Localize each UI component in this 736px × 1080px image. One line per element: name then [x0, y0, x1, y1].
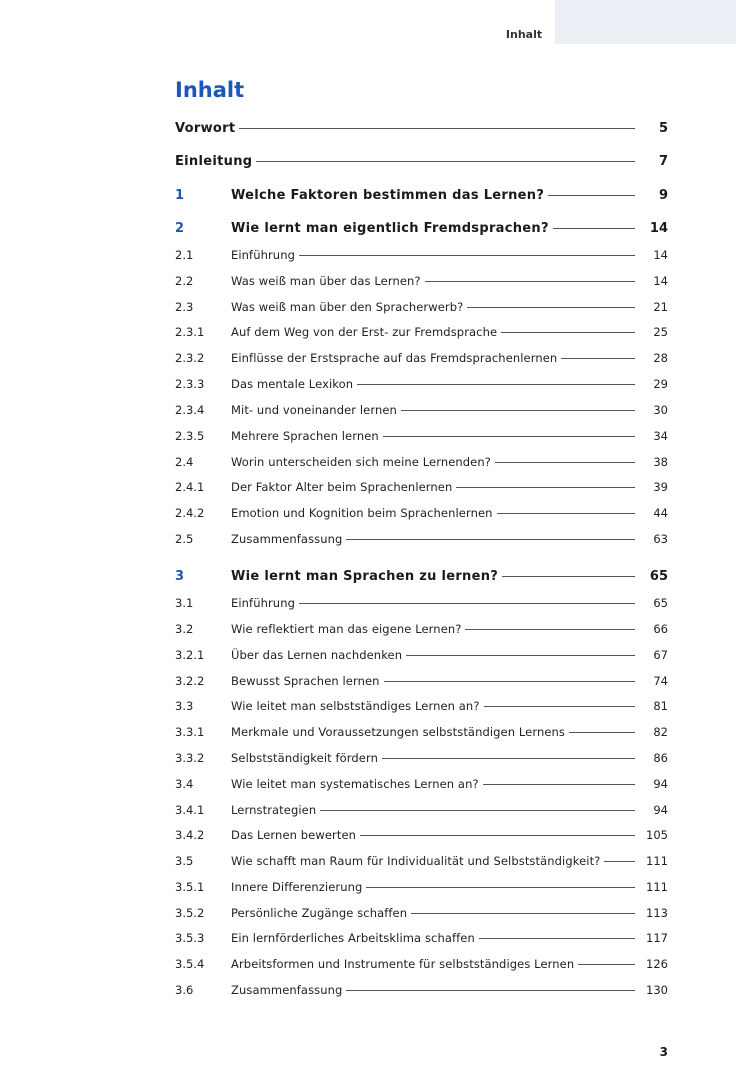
toc-entry-line — [231, 876, 635, 898]
toc-entry[interactable] — [0, 824, 736, 846]
leader-line — [501, 332, 635, 333]
toc-entry-title: Mit- und voneinander lernen — [231, 403, 397, 417]
toc-entry[interactable] — [0, 799, 736, 821]
leader-line — [382, 758, 635, 759]
toc-entry-line — [231, 185, 635, 207]
leader-line — [299, 255, 635, 256]
leader-line — [467, 307, 635, 308]
toc-entry-title: Zusammenfassung — [231, 532, 343, 546]
toc-entry-page: 7 — [658, 154, 668, 169]
toc-entry-page: 29 — [653, 377, 668, 391]
toc-entry-title: Was weiß man über den Spracherwerb? — [231, 300, 464, 314]
leader-line — [495, 462, 635, 463]
toc-entry[interactable] — [0, 773, 736, 795]
toc-entry-number: 3.4.1 — [175, 803, 205, 817]
toc-entry-line — [231, 902, 635, 924]
leader-line — [383, 436, 635, 437]
toc-entry-title: Einflüsse der Erstsprache auf das Fremdsprachenlernen — [231, 351, 558, 365]
leader-line — [299, 603, 635, 604]
toc-entry-page: 14 — [649, 221, 668, 236]
toc-entry[interactable] — [0, 151, 736, 173]
toc-entry-page: 44 — [653, 506, 668, 520]
toc-entry[interactable] — [0, 566, 736, 588]
toc-entry[interactable] — [0, 528, 736, 550]
toc-entry-page: 81 — [653, 699, 668, 713]
toc-entry-page: 30 — [653, 403, 668, 417]
toc-entry-page: 94 — [653, 803, 668, 817]
toc-entry-number: 2.4.2 — [175, 506, 205, 520]
toc-entry-number: 3.1 — [175, 596, 194, 610]
toc-entry-number: 3.3.2 — [175, 751, 205, 765]
leader-line — [406, 655, 635, 656]
toc-entry[interactable] — [0, 902, 736, 924]
toc-entry-title: Das Lernen bewerten — [231, 828, 357, 842]
toc-entry-number: 3.4.2 — [175, 828, 205, 842]
toc-entry-page: 117 — [646, 931, 668, 945]
toc-entry-title: Wie schafft man Raum für Individualität und Selbstständigkeit? — [231, 854, 601, 868]
toc-entry-line — [231, 373, 635, 395]
toc-entry[interactable] — [0, 876, 736, 898]
toc-entry-title: Einführung — [231, 596, 295, 610]
toc-entry-title: Der Faktor Alter beim Sprachenlernen — [231, 480, 453, 494]
toc-entry-number: 2.3.3 — [175, 377, 205, 391]
toc-entry-number: 3.3 — [175, 699, 194, 713]
toc-entry-number: 3.2 — [175, 622, 194, 636]
toc-entry-line — [231, 695, 635, 717]
page-title: Inhalt — [175, 78, 245, 102]
toc-entry[interactable] — [0, 451, 736, 473]
leader-line — [360, 835, 635, 836]
toc-entry-page: 86 — [653, 751, 668, 765]
toc-entry-line — [231, 566, 635, 588]
toc-entry-title: Lernstrategien — [231, 803, 317, 817]
leader-line — [239, 128, 635, 129]
toc-entry-page: 21 — [653, 300, 668, 314]
toc-entry-title: Zusammenfassung — [231, 983, 343, 997]
toc-entry-title: Innere Differenzierung — [231, 880, 363, 894]
toc-entry-title: Wie leitet man selbstständiges Lernen an? — [231, 699, 480, 713]
leader-line — [553, 228, 635, 229]
toc-entry-number: 2.3.4 — [175, 403, 205, 417]
toc-entry-page: 105 — [646, 828, 668, 842]
toc-entry-page: 25 — [653, 325, 668, 339]
toc-entry-page: 28 — [653, 351, 668, 365]
toc-entry-page: 14 — [653, 248, 668, 262]
toc-entry[interactable] — [0, 695, 736, 717]
leader-line — [548, 195, 635, 196]
toc-entry-line — [231, 747, 635, 769]
toc-entry-page: 111 — [646, 880, 668, 894]
toc-entry[interactable] — [0, 296, 736, 318]
toc-entry-line — [231, 270, 635, 292]
toc-entry-page: 74 — [653, 674, 668, 688]
toc-entry-line — [231, 502, 635, 524]
toc-entry-number: 3.5.2 — [175, 906, 205, 920]
toc-entry-line — [231, 347, 635, 369]
toc-entry-page: 65 — [649, 569, 668, 584]
toc-entry-number: 1 — [175, 188, 185, 203]
leader-line — [411, 913, 635, 914]
leader-line — [346, 539, 635, 540]
leader-line — [401, 410, 635, 411]
toc-entry-page: 111 — [646, 854, 668, 868]
leader-line — [569, 732, 635, 733]
toc-entry-line — [231, 425, 635, 447]
toc-entry-line — [175, 118, 635, 140]
toc-entry-line — [231, 644, 635, 666]
toc-entry-number: 2 — [175, 221, 185, 236]
toc-entry[interactable] — [0, 979, 736, 1001]
toc-entry-title: Vorwort — [175, 121, 236, 136]
toc-entry-title: Bewusst Sprachen lernen — [231, 674, 380, 688]
toc-entry-number: 3.4 — [175, 777, 194, 791]
toc-entry-page: 63 — [653, 532, 668, 546]
toc-entry-title: Mehrere Sprachen lernen — [231, 429, 379, 443]
toc-entry[interactable] — [0, 270, 736, 292]
toc-entry-line — [231, 927, 635, 949]
toc-entry[interactable] — [0, 425, 736, 447]
toc-entry-line — [231, 296, 635, 318]
leader-line — [366, 887, 635, 888]
toc-entry-page: 126 — [646, 957, 668, 971]
leader-line — [425, 281, 635, 282]
toc-entry-number: 2.3.5 — [175, 429, 205, 443]
leader-line — [483, 784, 635, 785]
toc-entry-number: 3.5 — [175, 854, 194, 868]
toc-entry[interactable] — [0, 476, 736, 498]
toc-entry-title: Wie lernt man Sprachen zu lernen? — [231, 569, 499, 584]
toc-entry[interactable] — [0, 373, 736, 395]
toc-entry-line — [231, 476, 635, 498]
toc-entry-title: Einleitung — [175, 154, 253, 169]
toc-entry-title: Persönliche Zugänge schaffen — [231, 906, 408, 920]
toc-entry[interactable] — [0, 644, 736, 666]
leader-line — [484, 706, 635, 707]
toc-entry-line — [231, 399, 635, 421]
toc-entry[interactable] — [0, 502, 736, 524]
toc-entry-page: 38 — [653, 455, 668, 469]
toc-entry-line — [231, 218, 635, 240]
toc-entry-number: 2.5 — [175, 532, 194, 546]
toc-entry-page: 14 — [653, 274, 668, 288]
toc-entry-page: 66 — [653, 622, 668, 636]
leader-line — [561, 358, 635, 359]
toc-entry-title: Arbeitsformen und Instrumente für selbstständiges Lernen — [231, 957, 575, 971]
leader-line — [320, 810, 635, 811]
toc-entry-line — [231, 979, 635, 1001]
toc-entry-line — [231, 618, 635, 640]
toc-entry-title: Welche Faktoren bestimmen das Lernen? — [231, 188, 545, 203]
toc-entry-page: 94 — [653, 777, 668, 791]
toc-entry-title: Ein lernförderliches Arbeitsklima schaffen — [231, 931, 475, 945]
toc-entry-number: 3.5.3 — [175, 931, 205, 945]
toc-entry-page: 9 — [658, 188, 668, 203]
leader-line — [497, 513, 635, 514]
toc-entry[interactable] — [0, 721, 736, 743]
toc-entry-title: Über das Lernen nachdenken — [231, 648, 403, 662]
toc-entry-page: 130 — [646, 983, 668, 997]
toc-entry[interactable] — [0, 399, 736, 421]
toc-entry[interactable] — [0, 618, 736, 640]
toc-entry[interactable] — [0, 118, 736, 140]
toc-entry[interactable] — [0, 953, 736, 975]
toc-entry-line — [231, 451, 635, 473]
toc-entry-page: 5 — [658, 121, 668, 136]
toc-entry-number: 3.5.1 — [175, 880, 205, 894]
leader-line — [346, 990, 635, 991]
toc-entry-number: 2.3 — [175, 300, 194, 314]
leader-line — [578, 964, 635, 965]
toc-entry-number: 2.2 — [175, 274, 194, 288]
toc-entry-number: 3.6 — [175, 983, 194, 997]
toc-entry[interactable] — [0, 747, 736, 769]
toc-entry-title: Worin unterscheiden sich meine Lernenden? — [231, 455, 491, 469]
toc-entry-page: 82 — [653, 725, 668, 739]
leader-line — [479, 938, 635, 939]
toc-entry-line — [231, 953, 635, 975]
running-head: Inhalt — [505, 28, 543, 41]
toc-entry-number: 2.4.1 — [175, 480, 205, 494]
toc-entry-number: 2.3.1 — [175, 325, 205, 339]
toc-entry-number: 3.3.1 — [175, 725, 205, 739]
toc-entry[interactable] — [0, 218, 736, 240]
toc-entry[interactable] — [0, 927, 736, 949]
toc-entry-number: 3.2.2 — [175, 674, 205, 688]
toc-entry-title: Merkmale und Voraussetzungen selbstständigen Lernens — [231, 725, 566, 739]
toc-entry[interactable] — [0, 244, 736, 266]
toc-entry-number: 2.4 — [175, 455, 194, 469]
toc-entry-title: Das mentale Lexikon — [231, 377, 354, 391]
toc-entry-line — [231, 528, 635, 550]
toc-entry-line — [231, 799, 635, 821]
toc-entry[interactable] — [0, 347, 736, 369]
toc-entry[interactable] — [0, 850, 736, 872]
leader-line — [384, 681, 635, 682]
toc-entry-title: Einführung — [231, 248, 295, 262]
toc-entry[interactable] — [0, 185, 736, 207]
toc-entry-line — [231, 244, 635, 266]
toc-entry[interactable] — [0, 321, 736, 343]
toc-entry[interactable] — [0, 670, 736, 692]
toc-entry-line — [231, 850, 635, 872]
toc-entry-number: 3.2.1 — [175, 648, 205, 662]
toc-entry-line — [231, 592, 635, 614]
toc-entry-title: Wie reflektiert man das eigene Lernen? — [231, 622, 462, 636]
toc-entry-line — [231, 721, 635, 743]
leader-line — [256, 161, 635, 162]
toc-entry-number: 2.1 — [175, 248, 194, 262]
toc-entry-page: 113 — [646, 906, 668, 920]
toc-entry-title: Selbstständigkeit fördern — [231, 751, 378, 765]
toc-entry-line — [175, 151, 635, 173]
toc-entry-title: Was weiß man über das Lernen? — [231, 274, 421, 288]
leader-line — [357, 384, 635, 385]
leader-line — [465, 629, 635, 630]
toc-entry-line — [231, 321, 635, 343]
toc-entry-title: Wie lernt man eigentlich Fremdsprachen? — [231, 221, 549, 236]
leader-line — [502, 576, 635, 577]
toc-entry-number: 3 — [175, 569, 185, 584]
toc-entry-number: 2.3.2 — [175, 351, 205, 365]
toc-entry-title: Auf dem Weg von der Erst- zur Fremdsprache — [231, 325, 498, 339]
page-number: 3 — [659, 1045, 668, 1059]
toc-entry-page: 34 — [653, 429, 668, 443]
toc-entry-page: 39 — [653, 480, 668, 494]
toc-entry-number: 3.5.4 — [175, 957, 205, 971]
toc-entry-line — [231, 670, 635, 692]
toc-entry-line — [231, 773, 635, 795]
leader-line — [604, 861, 635, 862]
toc-entry-title: Emotion und Kognition beim Sprachenlernen — [231, 506, 493, 520]
toc-entry-line — [231, 824, 635, 846]
toc-entry-page: 67 — [653, 648, 668, 662]
toc-entry-title: Wie leitet man systematisches Lernen an? — [231, 777, 479, 791]
toc-entry-page: 65 — [653, 596, 668, 610]
leader-line — [456, 487, 635, 488]
toc-entry[interactable] — [0, 592, 736, 614]
